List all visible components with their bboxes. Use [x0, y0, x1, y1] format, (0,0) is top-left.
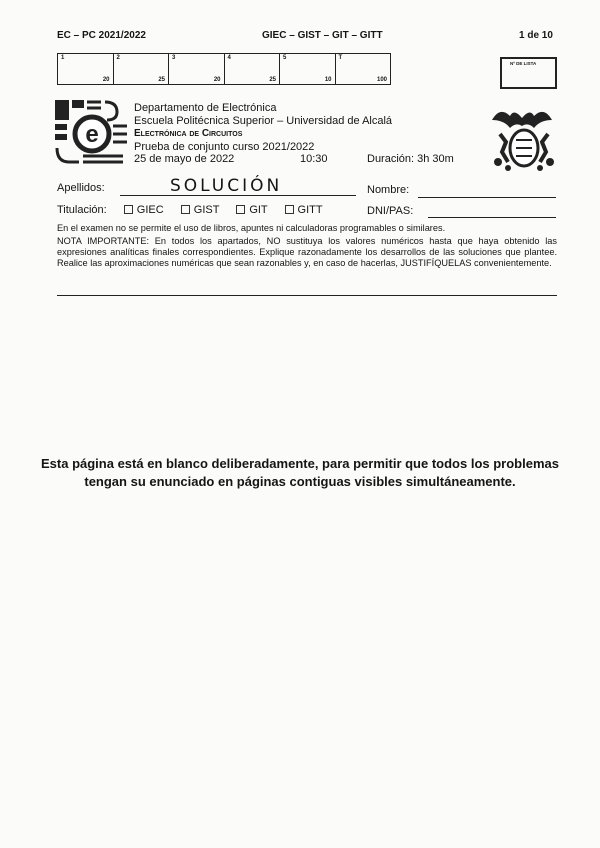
option-gist: GIST — [193, 204, 220, 216]
department: Departamento de Electrónica — [134, 102, 277, 114]
exam-duration: Duración: 3h 30m — [367, 153, 454, 165]
score-cell: 1 20 — [58, 54, 114, 84]
option-giec: GIEC — [136, 204, 164, 216]
name-line[interactable] — [418, 197, 556, 198]
university-seal-icon — [488, 104, 560, 174]
score-table — [57, 53, 391, 85]
school: Escuela Politécnica Superior – Universidad de Alcalá — [134, 115, 393, 127]
name-label: Nombre: — [367, 184, 410, 196]
degrees-header: GIEC – GIST – GIT – GITT — [262, 30, 383, 41]
svg-text:e: e — [85, 121, 99, 148]
page-number: 1 de 10 — [519, 30, 553, 41]
degree-label: Titulación: — [57, 204, 107, 216]
important-note: NOTA IMPORTANTE: En todos los apartados, NO sustituya los valores numéricos hasta que haya obtenido las expresiones analíticas finales correspondientes. Explique razonadamente los desarrollos de las soluciones que plantee. Realice las aproximaciones numéricas que sean razonables y, en caso de hacerlas, JUSTIFÍQUELAS convenientemente. — [57, 236, 557, 268]
score-cell: 5 10 — [280, 54, 336, 84]
surname-handwritten: SOLUCIÓN — [170, 176, 283, 196]
score-cell: 3 20 — [169, 54, 225, 84]
checkbox-git[interactable] — [236, 205, 245, 214]
exam-rules: En el examen no se permite el uso de libros, apuntes ni calculadoras programables o similares. — [57, 223, 446, 233]
score-cell: 4 25 — [225, 54, 281, 84]
id-line[interactable] — [428, 217, 556, 218]
degree-row — [57, 204, 323, 216]
blank-page-notice: Esta página está en blanco deliberadamente, para permitir que todos los problemas tengan su enunciado en páginas contiguas visibles simultáneamente. — [41, 456, 559, 489]
checkbox-gist[interactable] — [181, 205, 190, 214]
score-cell: 2 25 — [114, 54, 170, 84]
checkbox-giec[interactable] — [124, 205, 133, 214]
subject: Electrónica de Circuitos — [134, 128, 243, 139]
course-year: EC – PC 2021/2022 — [57, 30, 146, 41]
id-label: DNI/PAS: — [367, 205, 414, 217]
header-divider — [57, 295, 557, 296]
option-git: GIT — [249, 204, 268, 216]
exam-time: 10:30 — [300, 153, 328, 165]
department-logo-icon — [55, 100, 129, 164]
list-number-box: Nº DE LISTA — [500, 57, 557, 89]
option-gitt: GITT — [297, 204, 323, 216]
surname-label: Apellidos: — [57, 182, 105, 194]
exam-title: Prueba de conjunto curso 2021/2022 — [134, 141, 315, 153]
exam-date: 25 de mayo de 2022 — [134, 153, 235, 165]
checkbox-gitt[interactable] — [285, 205, 294, 214]
score-cell: T 100 — [338, 55, 387, 83]
